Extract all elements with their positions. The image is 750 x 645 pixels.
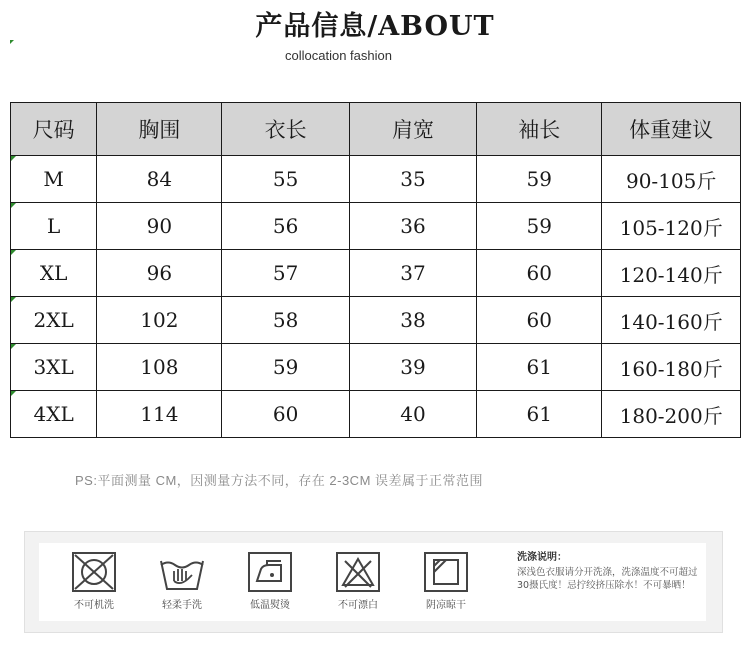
care-instructions <box>517 551 702 592</box>
chest-cell: 108 <box>97 344 222 391</box>
weight-cell: 180-200斤 <box>602 391 741 438</box>
low-temp-iron-icon <box>245 551 295 593</box>
care-label: 轻柔手洗 <box>162 600 202 611</box>
care-item-low-temp-iron <box>235 551 305 611</box>
care-instructions-title: 洗涤说明： <box>517 552 567 563</box>
care-label: 不可机洗 <box>74 600 114 611</box>
shade-dry-icon <box>421 551 471 593</box>
care-item-shade-dry <box>411 551 481 611</box>
column-header: 尺码 <box>11 103 97 156</box>
shoulder-cell: 38 <box>349 297 476 344</box>
weight-cell: 105-120斤 <box>602 203 741 250</box>
care-label: 低温熨烫 <box>250 600 290 611</box>
length-cell: 60 <box>222 391 349 438</box>
care-panel <box>24 531 723 633</box>
size-cell: M <box>11 156 97 203</box>
shoulder-cell: 40 <box>349 391 476 438</box>
table-row <box>11 203 741 250</box>
care-instructions-text: 深浅色衣服请分开洗涤，洗涤温度不可超过30摄氏度！忌拧绞挤压除水！不可暴晒！ <box>517 567 698 591</box>
no-machine-wash-icon <box>69 551 119 593</box>
chest-cell: 96 <box>97 250 222 297</box>
column-header: 袖长 <box>477 103 602 156</box>
weight-cell: 90-105斤 <box>602 156 741 203</box>
weight-cell: 140-160斤 <box>602 297 741 344</box>
chest-cell: 84 <box>97 156 222 203</box>
care-label: 不可漂白 <box>338 600 378 611</box>
column-header: 衣长 <box>222 103 349 156</box>
shoulder-cell: 35 <box>349 156 476 203</box>
length-cell: 57 <box>222 250 349 297</box>
table-row <box>11 391 741 438</box>
table-row <box>11 297 741 344</box>
size-chart-table <box>10 102 741 438</box>
care-item-no-bleach <box>323 551 393 611</box>
page-subtitle: collocation fashion <box>285 48 392 63</box>
column-header: 体重建议 <box>602 103 741 156</box>
no-bleach-icon <box>333 551 383 593</box>
care-item-no-machine-wash <box>59 551 129 611</box>
sleeve-cell: 59 <box>477 156 602 203</box>
table-row <box>11 250 741 297</box>
size-cell: 3XL <box>11 344 97 391</box>
chest-cell: 102 <box>97 297 222 344</box>
length-cell: 58 <box>222 297 349 344</box>
length-cell: 55 <box>222 156 349 203</box>
length-cell: 59 <box>222 344 349 391</box>
table-row <box>11 156 741 203</box>
care-label: 阴凉晾干 <box>426 600 466 611</box>
size-cell: 2XL <box>11 297 97 344</box>
sleeve-cell: 60 <box>477 250 602 297</box>
size-cell: 4XL <box>11 391 97 438</box>
sleeve-cell: 61 <box>477 391 602 438</box>
care-card <box>39 543 706 621</box>
measurement-note: PS:平面测量 CM，因测量方法不同，存在 2-3CM 误差属于正常范围 <box>75 473 484 488</box>
sleeve-cell: 60 <box>477 297 602 344</box>
sleeve-cell: 59 <box>477 203 602 250</box>
sleeve-cell: 61 <box>477 344 602 391</box>
chest-cell: 90 <box>97 203 222 250</box>
size-cell: L <box>11 203 97 250</box>
hand-wash-icon <box>157 551 207 593</box>
size-cell: XL <box>11 250 97 297</box>
column-header: 胸围 <box>97 103 222 156</box>
care-item-hand-wash <box>147 551 217 611</box>
shoulder-cell: 37 <box>349 250 476 297</box>
shoulder-cell: 39 <box>349 344 476 391</box>
length-cell: 56 <box>222 203 349 250</box>
table-row <box>11 344 741 391</box>
column-header: 肩宽 <box>349 103 476 156</box>
shoulder-cell: 36 <box>349 203 476 250</box>
table-header-row <box>11 103 741 156</box>
chest-cell: 114 <box>97 391 222 438</box>
weight-cell: 120-140斤 <box>602 250 741 297</box>
weight-cell: 160-180斤 <box>602 344 741 391</box>
page-title: 产品信息/ABOUT <box>255 11 495 42</box>
